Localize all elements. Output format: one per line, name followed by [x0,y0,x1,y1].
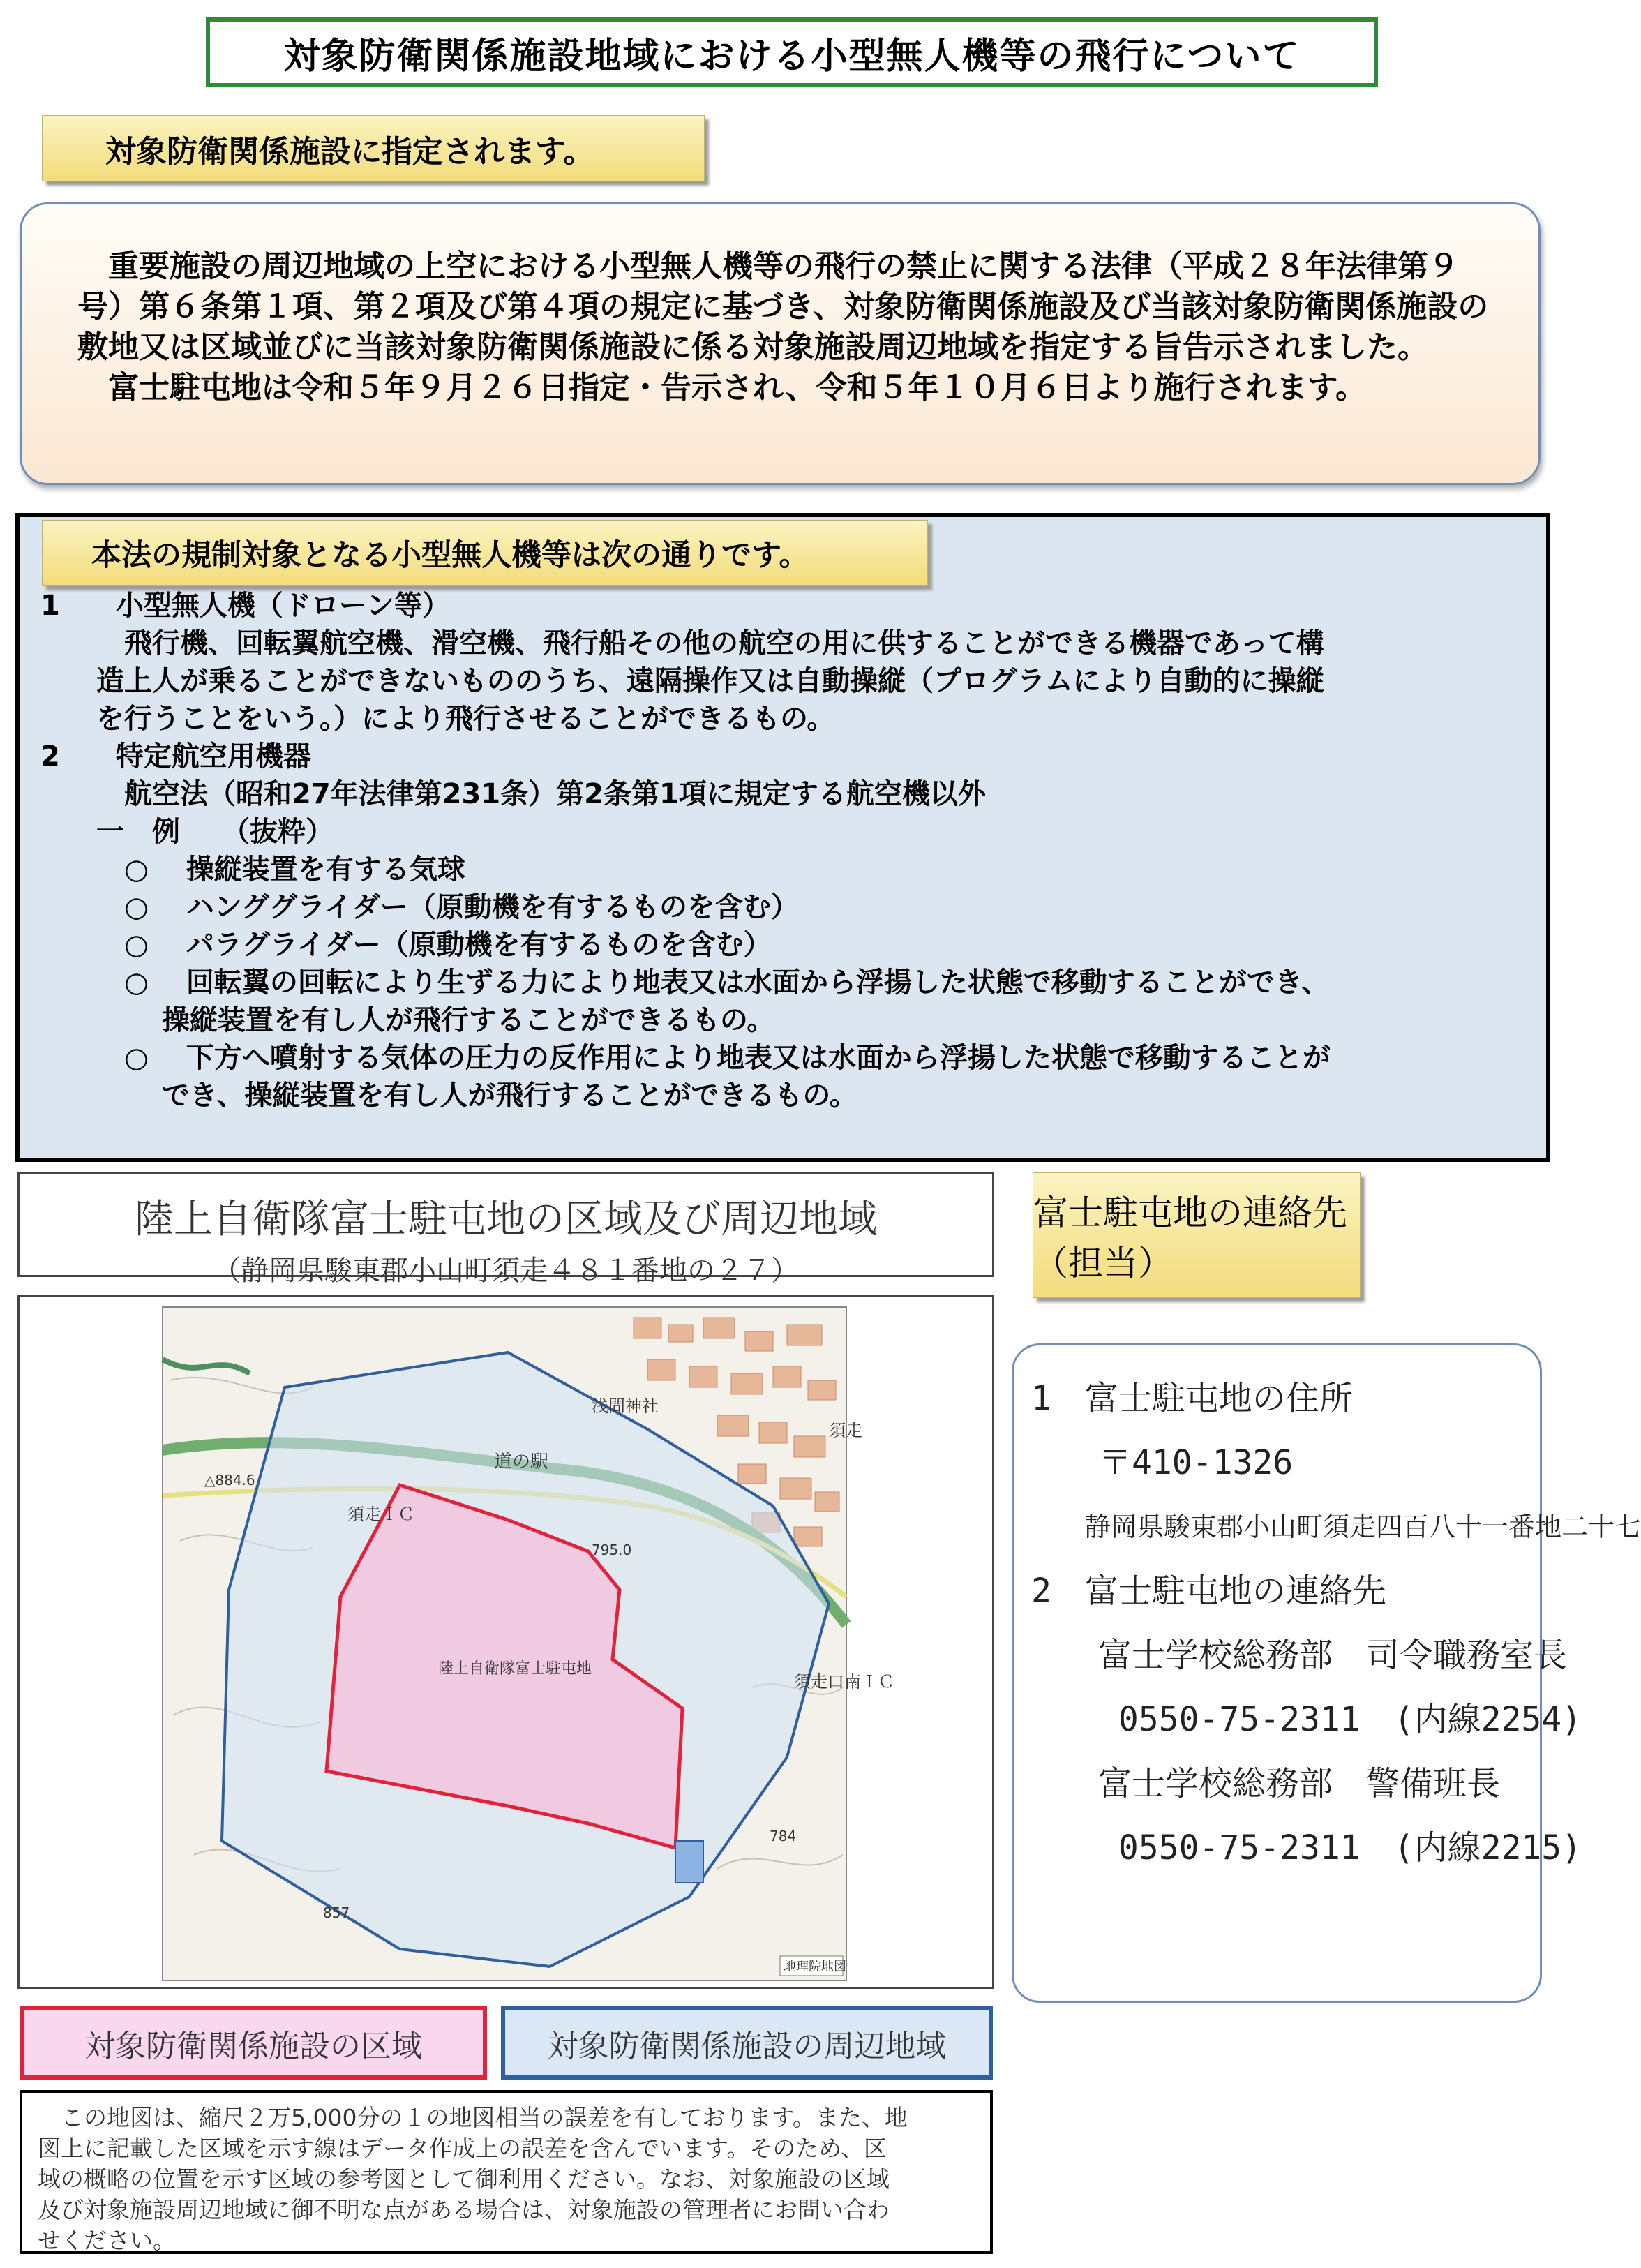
map-disclaimer [20,2090,993,2254]
area-map [20,1297,992,1987]
rules-line: ○ パラグライダー（原動機を有するものを含む） [40,929,772,961]
legend-surrounding-area: 対象防衛関係施設の周辺地域 [501,2006,993,2080]
rules-line: ○ 回転翼の回転により生ずる力により地表又は水面から浮揚した状態で移動することができ、 [40,967,1330,999]
legend-facility-area: 対象防衛関係施設の区域 [20,2006,487,2080]
map-label-ic2: 須走口南ＩＣ [794,1672,894,1692]
rules-line: ○ 操縦装置を有する気球 [40,853,465,886]
map-label-ic1: 須走ＩＣ [347,1505,414,1524]
disclaimer-line: この地図は、縮尺２万5,000分の１の地図相当の誤差を有しております。また、地 [38,2104,908,2131]
map-label-elevation-795: 795.0 [592,1542,632,1558]
rules-line: 飛行機、回転翼航空機、滑空機、飛行船その他の航空の用に供することができる機器であって構 [40,627,1324,659]
regulated-devices-panel [15,513,1550,1162]
map-address: （静岡県駿東郡小山町須走４８１番地の２７） [213,1255,799,1287]
rules-line: 操縦装置を有し人が飛行することができるもの。 [40,1004,775,1036]
notice-paragraph-1: 重要施設の周辺地域の上空における小型無人機等の飛行の禁止に関する法律（平成２８年法律第９号）第６条第１項、第２項及び第４項の規定に基づき、対象防衛関係施設及び当該対象防衛関係施設の敷地又は区域並びに当該対象防衛関係施設に係る対象施設周辺地域を指定する旨告示されました。 [77,248,1489,365]
rules-line: 一 例 （抜粋） [40,816,334,848]
rules-line: を行うことをいう。）により飛行させることができるもの。 [40,703,835,735]
map-label-elevation-784: 784 [770,1828,797,1844]
page-title: 対象防衛関係施設地域における小型無人機等の飛行について [206,17,1378,87]
map-credit: 地理院地図 [784,1960,846,1974]
contact-line: 2 富士駐屯地の連絡先 [1031,1572,1386,1611]
disclaimer-line: せください。 [38,2227,176,2254]
disclaimer-line: 及び対象施設周辺地域に御不明な点がある場合は、対象施設の管理者にお問い合わ [38,2196,890,2223]
rules-line: 1 小型無人機（ドローン等） [40,590,451,622]
map-label-base: 陸上自衛隊富士駐屯地 [438,1660,592,1678]
contact-line: 静岡県駿東郡小山町須走四百八十一番地二十七 [1031,1512,1641,1542]
rules-line: でき、操縦装置を有し人が飛行することができるもの。 [40,1080,857,1112]
map-label-elevation-857: 857 [323,1904,350,1921]
disclaimer-line: 図上に記載した区域を示す線はデータ作成上の誤差を含んでいます。そのため、区 [38,2135,887,2162]
map-label-suso: 須走 [829,1421,862,1440]
map-title: 陸上自衛隊富士駐屯地の区域及び周辺地域 [135,1197,877,1242]
map-label-shrine: 浅間神社 [592,1396,659,1416]
contact-box [1012,1343,1641,2003]
map-label-elevation-884: △884.6 [204,1472,255,1489]
contact-line: 〒410-1326 [1031,1443,1294,1482]
rules-tag: 本法の規制対象となる小型無人機等は次の通りです。 [42,520,928,586]
rules-line: 2 特定航空用機器 [40,740,311,773]
regulated-devices-list [40,587,1525,1114]
designation-notice [20,202,1541,485]
designation-tag: 対象防衛関係施設に指定されます。 [42,115,705,181]
map-title-box [17,1172,994,1287]
contact-line: 富士学校総務部 司令職務室長 [1031,1636,1568,1675]
disclaimer-line: 域の概略の位置を示す区域の参考図として御利用ください。なお、対象施設の区域 [38,2165,890,2193]
rules-line: ○ 下方へ噴射する気体の圧力の反作用により地表又は水面から浮揚した状態で移動することが [40,1042,1331,1074]
rules-line: 造上人が乗ることができないもののうち、遠隔操作又は自動操縦（プログラムにより自動的に操縦 [40,665,1324,697]
map-frame [17,1295,994,1989]
contact-line: 0550-75-2311 (内線2254) [1031,1700,1582,1739]
notice-paragraph-2: 富士駐屯地は令和５年９月２６日指定・告示され、令和５年１０月６日より施行されます。 [77,370,1367,405]
contact-line: 0550-75-2311 (内線2215) [1031,1828,1582,1867]
contact-line: 1 富士駐屯地の住所 [1031,1379,1353,1418]
contact-tag: 富士駐屯地の連絡先（担当） [1033,1172,1361,1298]
contact-line: 富士学校総務部 警備班長 [1031,1764,1501,1803]
map-label-roadside-station: 道の駅 [494,1452,549,1472]
rules-line: ○ ハンググライダー（原動機を有するものを含む） [40,891,799,923]
rules-line: 航空法（昭和27年法律第231条）第2条第1項に規定する航空機以外 [40,778,986,810]
